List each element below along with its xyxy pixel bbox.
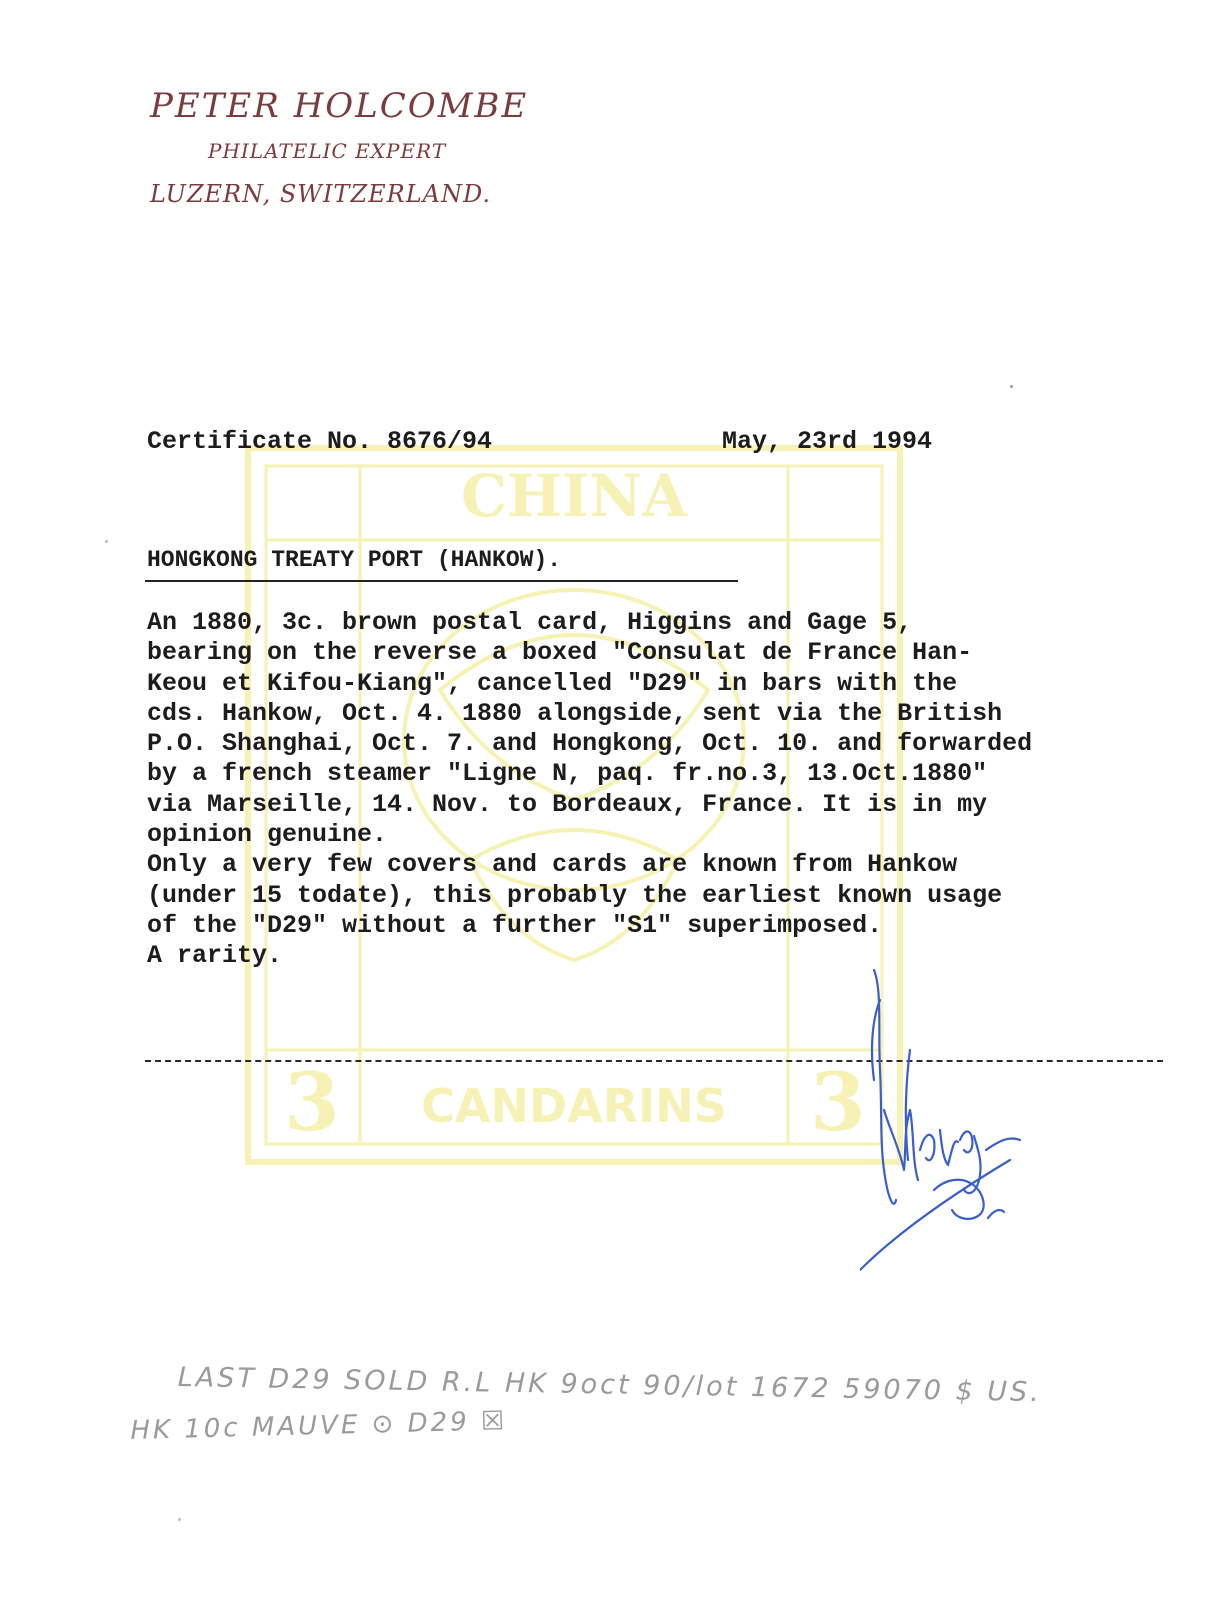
body-line: Only a very few covers and cards are known from Hankow [147, 850, 958, 880]
body-line: (under 15 todate), this probably the earliest known usage [147, 880, 1003, 910]
pencil-note-line-1: LAST D29 SOLD R.L HK 9oct 90/lot 1672 59070 $ US. [177, 1362, 1043, 1409]
handwritten-signature [860, 960, 1060, 1280]
watermark-top-text: CHINA [460, 462, 688, 530]
body-line: bearing on the reverse a boxed "Consulat de France Han- [147, 638, 973, 668]
pencil-note-line-2: HK 10c MAUVE ⊙ D29 ☒ [130, 1406, 508, 1446]
body-line: via Marseille, 14. Nov. to Bordeaux, France. It is in my [147, 789, 988, 819]
watermark-value-right: 3 [810, 1055, 866, 1149]
watermark-bottom-text: CANDARINS [421, 1079, 727, 1133]
body-line: A rarity. [147, 941, 283, 971]
body-line: of the "D29" without a further "S1" superimposed. [147, 910, 883, 940]
body-line: Keou et Kifou-Kiang", cancelled "D29" in bars with the [147, 668, 958, 698]
paper-speck [1010, 385, 1013, 388]
paper-speck [105, 540, 108, 543]
body-line: cds. Hankow, Oct. 4. 1880 alongside, sent via the British [147, 698, 1003, 728]
certificate-date: May, 23rd 1994 [722, 427, 933, 456]
certificate-number: Certificate No. 8676/94 [147, 427, 493, 456]
letterhead-location: LUZERN, SWITZERLAND. [150, 180, 491, 208]
watermark-value-left: 3 [284, 1055, 340, 1149]
body-line: opinion genuine. [147, 820, 388, 850]
paper-speck [178, 1518, 181, 1521]
letterhead-name: PETER HOLCOMBE [150, 86, 529, 126]
letterhead-title: PHILATELIC EXPERT [208, 139, 447, 163]
certificate-body [147, 608, 1032, 972]
body-line: P.O. Shanghai, Oct. 7. and Hongkong, Oct. 10. and forwarded [147, 729, 1033, 759]
heading-underline [145, 580, 738, 582]
body-line: by a french steamer "Ligne N, paq. fr.no.3, 13.Oct.1880" [147, 759, 988, 789]
certificate-heading: HONGKONG TREATY PORT (HANKOW). [147, 547, 562, 573]
body-line: An 1880, 3c. brown postal card, Higgins and Gage 5, [147, 608, 913, 637]
